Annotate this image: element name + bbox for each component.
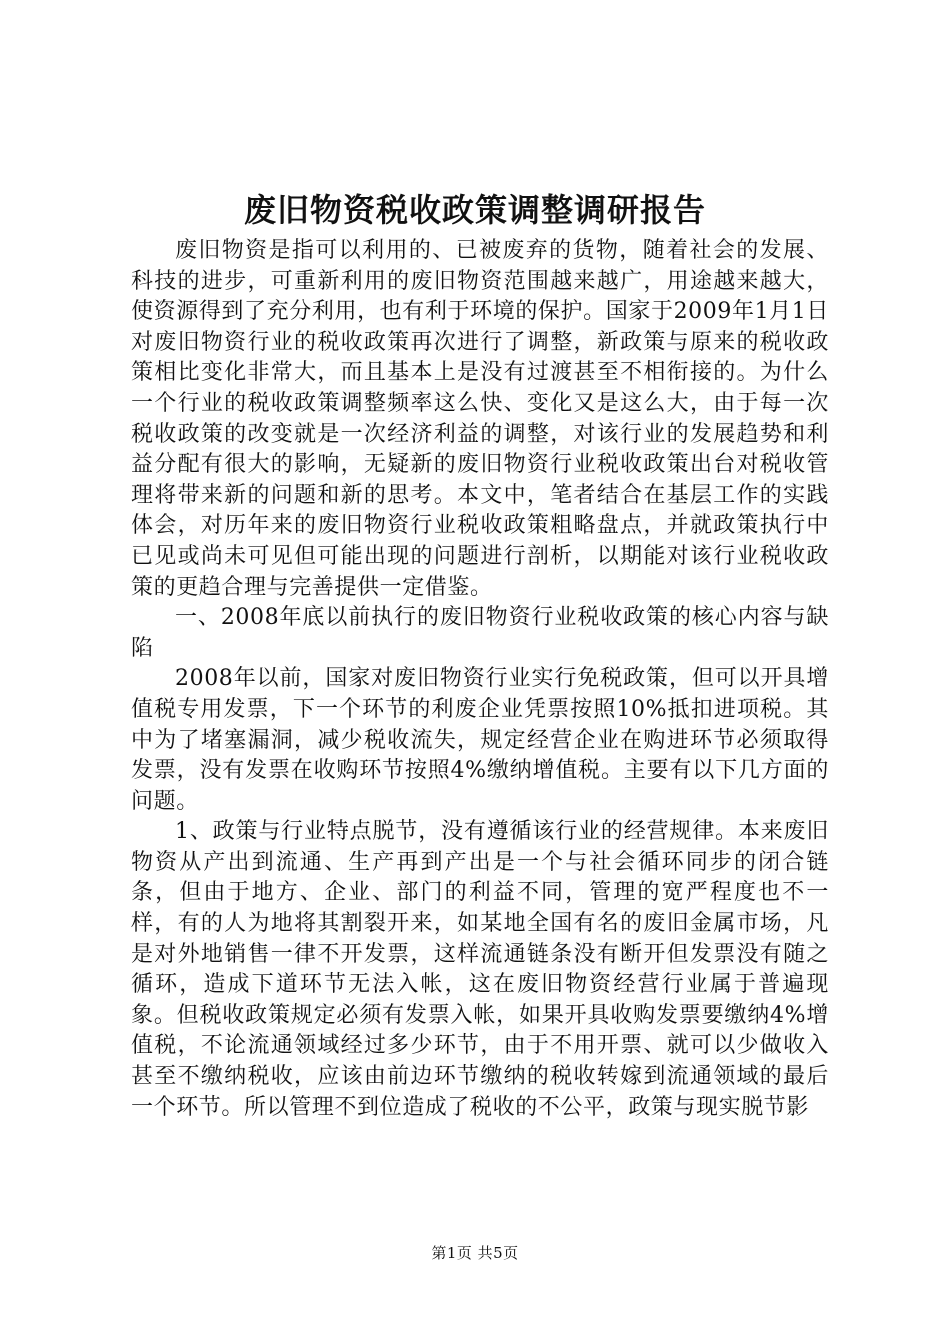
document-title: 废旧物资税收政策调整调研报告	[243, 191, 706, 229]
page-footer: 第1页 共5页	[431, 1244, 519, 1262]
paragraph-pre-2008-policy: 2008年以前，国家对废旧物资行业实行免税政策，但可以开具增值税专用发票，下一个环节的利废企业凭票按照10%抵扣进项税。其中为了堵塞漏洞，减少税收流失，规定经营企业在购进环节必须取得发票，没有发票在收购环节按照4%缴纳增值税。主要有以下几方面的问题。	[131, 666, 829, 814]
document-body	[131, 236, 829, 1123]
section-heading-1: 一、2008年底以前执行的废旧物资行业税收政策的核心内容与缺陷	[131, 605, 829, 661]
paragraph-issue-1: 1、政策与行业特点脱节，没有遵循该行业的经营规律。本来废旧物资从产出到流通、生产再到产出是一个与社会循环同步的闭合链条，但由于地方、企业、部门的利益不同，管理的宽严程度也不一样，有的人为地将其割裂开来，如某地全国有名的废旧金属市场，凡是对外地销售一律不开发票，这样流通链条没有断开但发票没有随之循环，造成下道环节无法入帐，这在废旧物资经营行业属于普遍现象。但税收政策规定必须有发票入帐，如果开具收购发票要缴纳4%增值税，不论流通领域经过多少环节，由于不用开票、就可以少做收入甚至不缴纳税收，应该由前边环节缴纳的税收转嫁到流通领域的最后一个环节。所以管理不到位造成了税收的不公平，政策与现实脱节影	[131, 819, 829, 1120]
paragraph-intro: 废旧物资是指可以利用的、已被废弃的货物，随着社会的发展、科技的进步，可重新利用的废旧物资范围越来越广，用途越来越大，使资源得到了充分利用，也有利于环境的保护。国家于2009年1月1日对废旧物资行业的税收政策再次进行了调整，新政策与原来的税收政策相比变化非常大，而且基本上是没有过渡甚至不相衔接的。为什么一个行业的税收政策调整频率这么快、变化又是这么大，由于每一次税收政策的改变就是一次经济利益的调整，对该行业的发展趋势和利益分配有很大的影响，无疑新的废旧物资行业税收政策出台对税收管理将带来新的问题和新的思考。本文中，笔者结合在基层工作的实践体会，对历年来的废旧物资行业税收政策粗略盘点，并就政策执行中已见或尚未可见但可能出现的问题进行剖析，以期能对该行业税收政策的更趋合理与完善提供一定借鉴。	[131, 238, 829, 600]
